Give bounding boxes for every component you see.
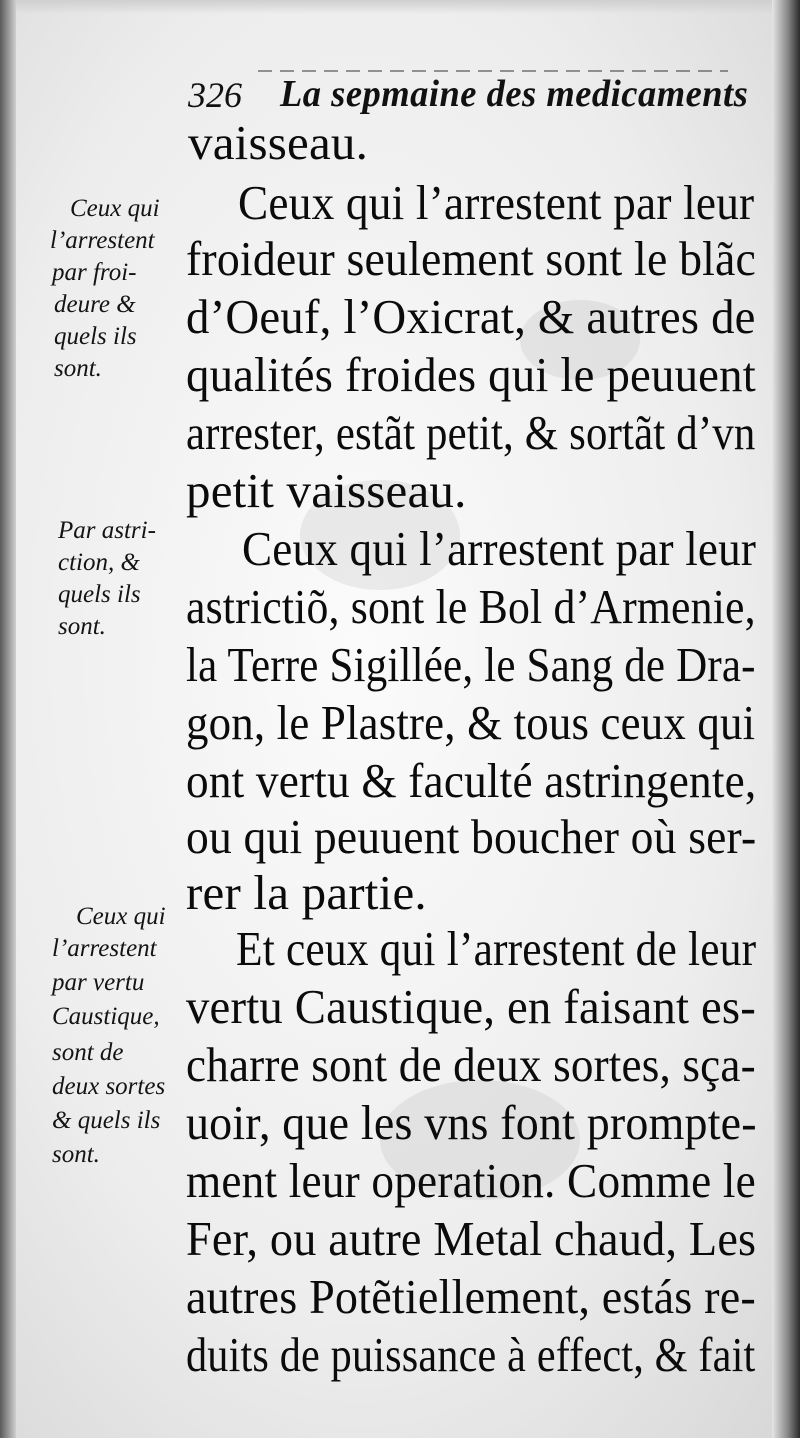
text-line: rer la partie. (186, 865, 427, 920)
text-line: Ceux qui l’arrestent par leur (242, 521, 757, 576)
text-line: qualités froides qui le peuuent (186, 347, 756, 402)
text-line: autres Potẽtiellement, estás re- (186, 1269, 756, 1324)
text-line: arrester, estãt petit, & sortãt d’vn (186, 405, 756, 460)
margin-note-line: l’arrestent (52, 935, 157, 962)
margin-note-line: quels ils (54, 323, 137, 350)
running-title: La sepmaine des medicaments (280, 73, 749, 115)
text-line: duits de puissance à effect, & fait (186, 1327, 756, 1382)
text-line: la Terre Sigillée, le Sang de Dra- (186, 637, 756, 692)
margin-note-line: l’arrestent (50, 227, 155, 254)
margin-note-line: Caustique, (52, 1003, 160, 1030)
page-number: 326 (188, 75, 242, 115)
margin-note-line: Par astri- (58, 517, 156, 544)
text-line: astrictiõ, sont le Bol d’Armenie, (186, 579, 756, 634)
margin-note-line: deure & (54, 291, 136, 318)
text-line: vertu Caustique, en faisant es- (186, 979, 756, 1034)
text-line: petit vaisseau. (186, 463, 467, 518)
text-line: charre sont de deux sortes, sça- (186, 1037, 756, 1092)
margin-note-line: sont. (52, 1141, 100, 1168)
margin-note-line: Ceux qui (70, 195, 160, 222)
page-top-edge (0, 0, 800, 14)
margin-note-line: sont. (54, 355, 102, 382)
margin-note-line: sont de (52, 1039, 124, 1066)
margin-note-line: & quels ils (52, 1107, 161, 1134)
text-line: Fer, ou autre Metal chaud, Les (186, 1211, 757, 1266)
text-line: gon, le Plastre, & tous ceux qui (186, 695, 756, 750)
text-line: vaisseau. (188, 115, 369, 170)
margin-note-line: sont. (58, 613, 106, 640)
text-line: ont vertu & faculté astringente, (186, 753, 757, 808)
margin-note-line: par froi- (52, 259, 137, 286)
gutter-shadow (0, 0, 16, 1438)
running-header (188, 70, 748, 120)
margin-note-line: quels ils (58, 581, 141, 608)
text-line: froideur seulement sont le blãc (186, 231, 757, 286)
margin-note-line: par vertu (52, 969, 145, 996)
margin-note-line: ction, & (58, 549, 140, 576)
page-right-edge (772, 0, 800, 1438)
text-line: Ceux qui l’arrestent par leur (238, 175, 755, 230)
text-line: Et ceux qui l’arrestent de leur (236, 921, 757, 976)
text-line: ou qui peuuent boucher où ser- (186, 809, 757, 864)
margin-note-line: Ceux qui (76, 903, 166, 930)
text-line: d’Oeuf, l’Oxicrat, & autres de (186, 289, 756, 344)
text-line: uoir, que les vns font prompte- (186, 1095, 757, 1150)
text-line: ment leur operation. Comme le (186, 1153, 756, 1208)
margin-note-line: deux sortes (52, 1073, 166, 1100)
